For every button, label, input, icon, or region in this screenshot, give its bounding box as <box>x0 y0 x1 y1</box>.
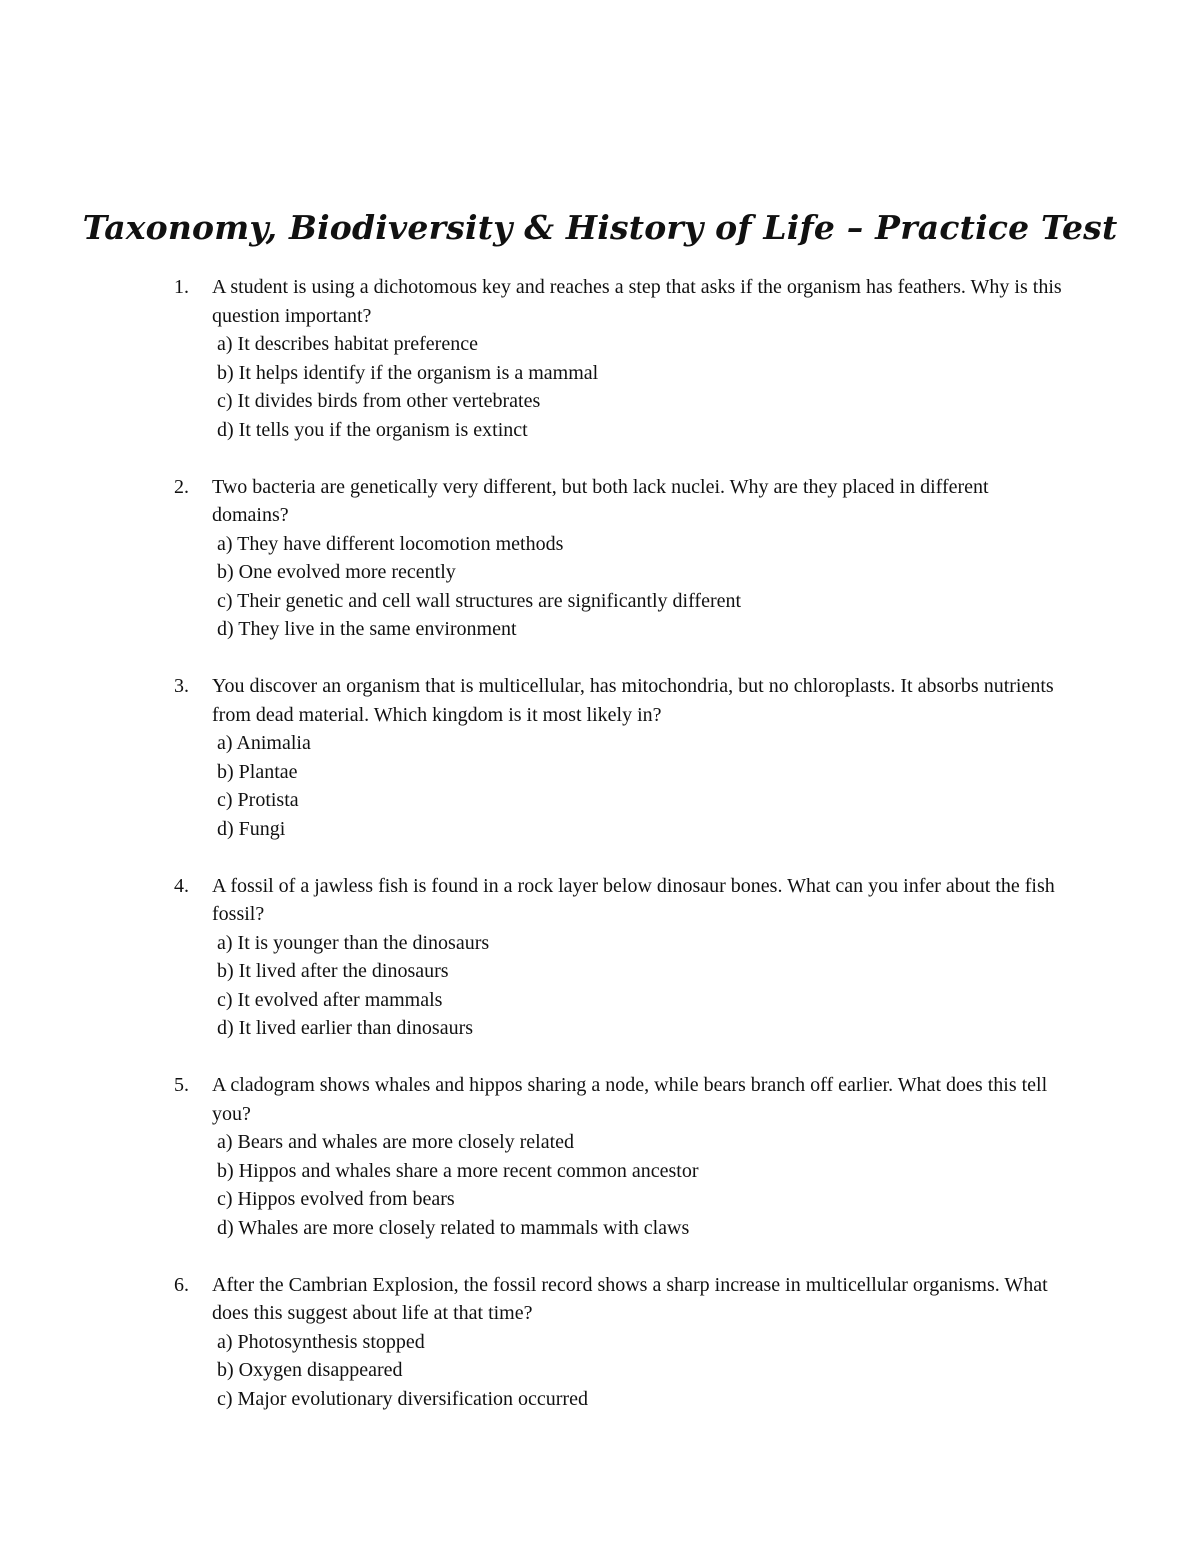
answer-option: c) It divides birds from other vertebrates <box>217 390 541 412</box>
answer-option: a) Photosynthesis stopped <box>217 1330 425 1353</box>
answer-option: a) It is younger than the dinosaurs <box>217 931 490 954</box>
question-text: After the Cambrian Explosion, the fossil record shows a sharp increase in multicellular organisms. What does this suggest about life at that time? <box>212 1273 1048 1324</box>
question-item <box>0 473 1200 644</box>
answer-option: c) Major evolutionary diversification occurred <box>217 1387 588 1410</box>
question-text: A cladogram shows whales and hippos sharing a node, while bears branch off earlier. What does this tell you? <box>212 1074 1048 1125</box>
answer-options <box>217 330 1200 444</box>
answer-option: b) It helps identify if the organism is a mammal <box>217 361 599 384</box>
answer-options <box>217 530 1200 644</box>
answer-option: d) It lived earlier than dinosaurs <box>217 1017 474 1039</box>
answer-option: b) One evolved more recently <box>217 561 456 583</box>
question-item <box>0 273 1200 444</box>
question-text: You discover an organism that is multicellular, has mitochondria, but no chloroplasts. It absorbs nutrients from dead material. Which kingdom is it most likely in? <box>212 675 1054 726</box>
answer-option: b) Plantae <box>217 760 298 783</box>
question-list <box>0 273 1200 1442</box>
answer-options <box>217 929 1200 1043</box>
answer-option: d) It tells you if the organism is extinct <box>217 418 528 441</box>
answer-option: a) Bears and whales are more closely related <box>217 1131 575 1153</box>
answer-options <box>217 1328 1200 1414</box>
question-text: A student is using a dichotomous key and reaches a step that asks if the organism has feathers. Why is this question important? <box>212 276 1062 327</box>
question-item <box>0 672 1200 843</box>
answer-option: a) It describes habitat preference <box>217 333 478 355</box>
answer-option: c) Their genetic and cell wall structures are significantly different <box>217 589 742 612</box>
answer-options <box>217 729 1200 843</box>
question-number: 6. <box>174 1273 189 1296</box>
question-item <box>0 872 1200 1043</box>
answer-option: d) Fungi <box>217 817 286 840</box>
question-item <box>0 1271 1200 1414</box>
answer-option: a) They have different locomotion methods <box>217 532 564 555</box>
question-number: 3. <box>174 675 189 697</box>
answer-option: c) It evolved after mammals <box>217 988 443 1011</box>
page-title: Taxonomy, Biodiversity & History of Life – Practice Test <box>82 208 1118 248</box>
answer-option: b) It lived after the dinosaurs <box>217 960 449 982</box>
question-number: 2. <box>174 475 189 498</box>
question-number: 1. <box>174 276 189 298</box>
question-text: A fossil of a jawless fish is found in a rock layer below dinosaur bones. What can you infer about the fish fossil? <box>212 874 1055 925</box>
answer-option: d) Whales are more closely related to mammals with claws <box>217 1216 690 1239</box>
question-number: 5. <box>174 1074 189 1096</box>
question-item <box>0 1071 1200 1242</box>
question-text: Two bacteria are genetically very different, but both lack nuclei. Why are they placed in different domains? <box>212 475 989 526</box>
answer-options <box>217 1128 1200 1242</box>
answer-option: b) Hippos and whales share a more recent common ancestor <box>217 1159 699 1182</box>
answer-option: d) They live in the same environment <box>217 618 517 640</box>
answer-option: c) Protista <box>217 789 299 811</box>
question-number: 4. <box>174 874 189 897</box>
answer-option: b) Oxygen disappeared <box>217 1359 403 1381</box>
answer-option: c) Hippos evolved from bears <box>217 1188 455 1210</box>
answer-option: a) Animalia <box>217 732 311 754</box>
